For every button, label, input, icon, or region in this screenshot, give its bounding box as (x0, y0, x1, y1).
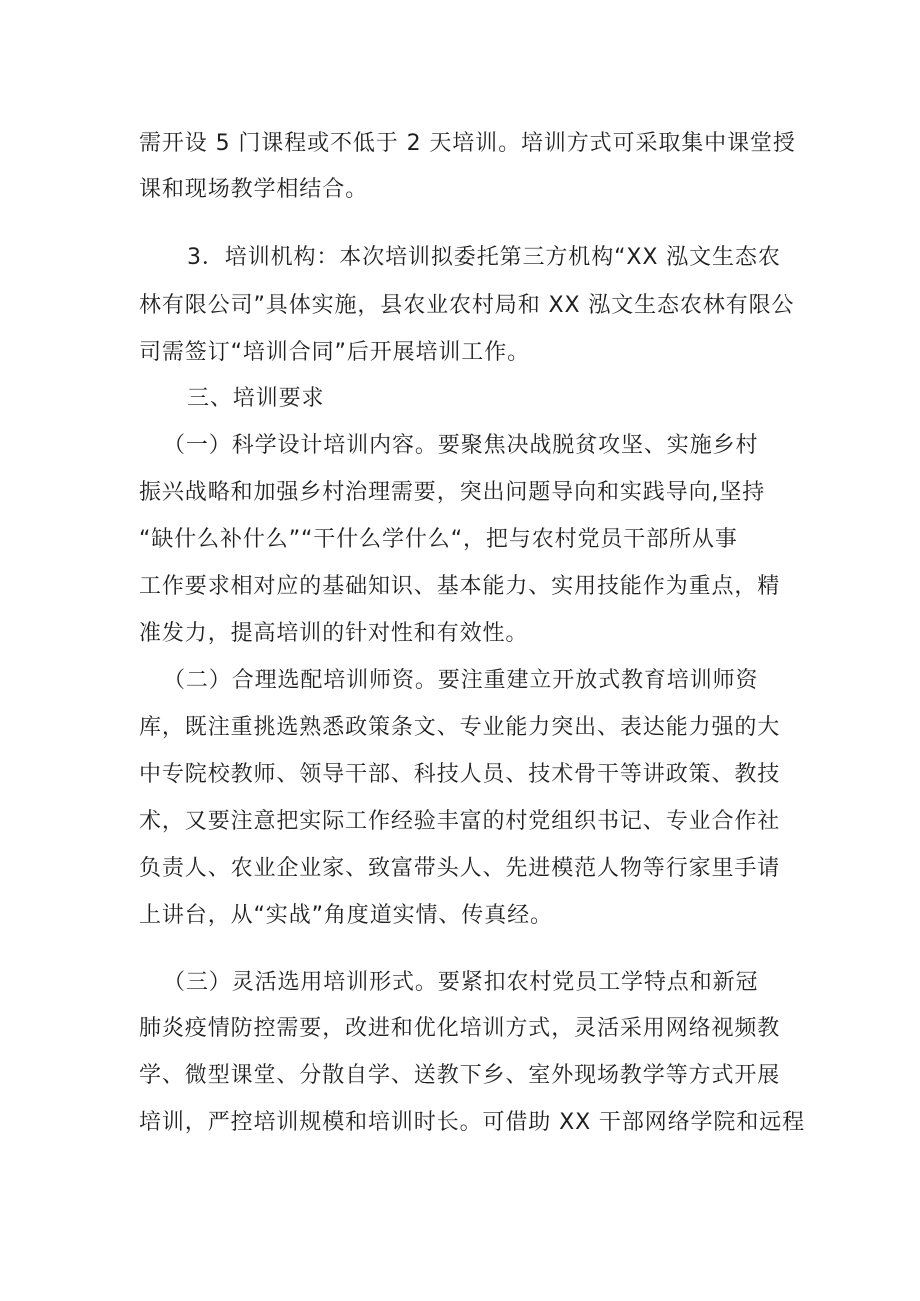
paragraph-line: “缺什么补什么”“干什么学什么“，把与农村党员干部所从事 (139, 527, 738, 552)
paragraph-line: 负责人、农业企业家、致富带头人、先进模范人物等行家里手请 (139, 856, 781, 881)
paragraph-line: 肺炎疫情防控需要，改进和优化培训方式，灵活采用网络视频教 (139, 1016, 781, 1041)
paragraph-line: 上讲台，从“实战”角度道实情、传真经。 (139, 903, 553, 928)
paragraph-line: 需开设 5 门课程或不低于 2 天培训。培训方式可采取集中课堂授 (139, 131, 796, 156)
paragraph-line: 振兴战略和加强乡村治理需要，突出问题导向和实践导向,坚持 (139, 480, 766, 505)
paragraph-line: 术，又要注意把实际工作经验丰富的村党组织书记、专业合作社 (139, 809, 781, 834)
subsection-1-heading: （一）科学设计培训内容。要聚焦决战脱贫攻坚、实施乡村 (163, 433, 759, 458)
paragraph-line: 培训，严控培训规模和培训时长。可借助 XX 干部网络学院和远程 (139, 1110, 806, 1135)
section-item-3-title: 3．培训机构：本次培训拟委托第三方机构“XX 泓文生态农 (187, 245, 781, 270)
paragraph-line: 工作要求相对应的基础知识、基本能力、实用技能作为重点，精 (139, 574, 781, 599)
paragraph-line: 学、微型课堂、分散自学、送教下乡、室外现场教学等方式开展 (139, 1063, 781, 1088)
paragraph-line: 课和现场教学相结合。 (139, 177, 369, 202)
section-heading: 三、培训要求 (187, 386, 325, 411)
subsection-3-heading: （三）灵活选用培训形式。要紧扣农村党员工学特点和新冠 (163, 970, 759, 995)
subsection-2-heading: （二）合理选配培训师资。要注重建立开放式教育培训师资 (163, 668, 759, 693)
paragraph-line: 准发力，提高培训的针对性和有效性。 (139, 621, 529, 646)
paragraph-line: 库，既注重挑选熟悉政策条文、专业能力突出、表达能力强的大 (139, 715, 781, 740)
paragraph-line: 林有限公司”具体实施，县农业农村局和 XX 泓文生态农林有限公 (139, 293, 795, 318)
paragraph-line: 司需签订“培训合同”后开展培训工作。 (139, 340, 530, 365)
paragraph-line: 中专院校教师、领导干部、科技人员、技术骨干等讲政策、教技 (139, 762, 781, 787)
